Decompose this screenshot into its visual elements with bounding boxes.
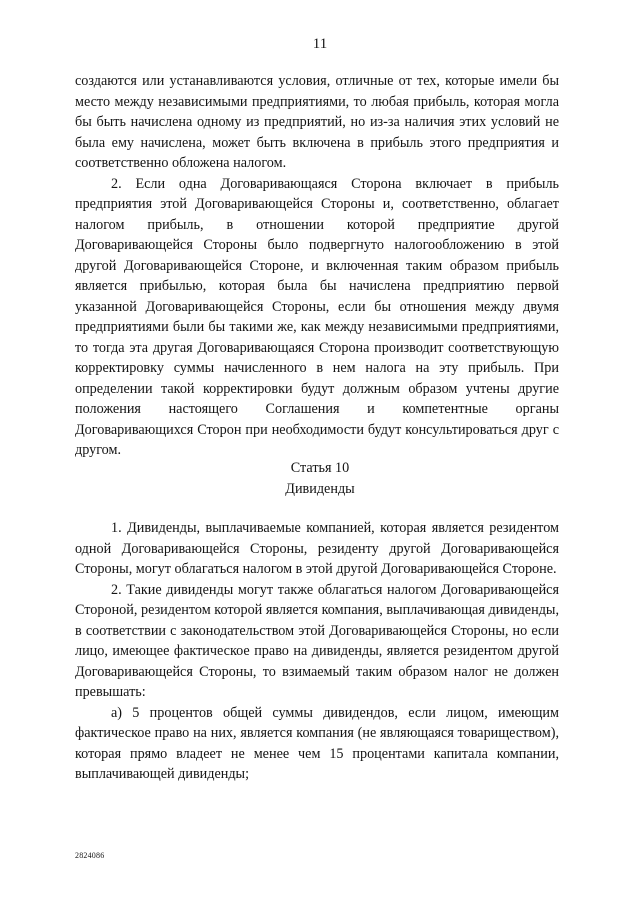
article-9-continuation xyxy=(75,71,559,461)
article-title: Дивиденды xyxy=(285,480,355,497)
article-number: Статья 10 xyxy=(290,460,350,476)
article-10-body xyxy=(75,518,559,785)
paragraph-continuation: создаются или устанавливаются условия, отличные от тех, которые имели бы место между независимыми предприятиями, то любая прибыль, которая могла бы быть начислена одному из предприятий, но из-за наличия этих условий не была ему начислена, может быть включена в прибыль этого предприятия и соответственно обложена налогом. xyxy=(75,73,559,171)
document-code: 2824086 xyxy=(75,851,105,860)
page-number: 11 xyxy=(312,36,328,52)
paragraph-article10-item1: 1. Дивиденды, выплачиваемые компанией, которая является резидентом одной Договаривающейся Стороны, резиденту другой Договаривающейся Стороны, могут облагаться налогом в этой другой Договаривающейся Стороне. xyxy=(75,520,559,577)
paragraph-article10-item2: 2. Такие дивиденды могут также облагаться налогом Договаривающейся Стороной, резидентом которой является компания, выплачивающая дивиденды, в соответствии с законодательством этой Договаривающейся Стороны, но если лицо, имеющее фактическое право на дивиденды, является резидентом другой Договаривающейся Стороны, то взимаемый таким образом налог не должен превышать: xyxy=(75,581,559,700)
paragraph-article10-item2a: а) 5 процентов общей суммы дивидендов, если лицом, имеющим фактическое право на них, является компания (не являющаяся товариществом), которая прямо владеет не менее чем 15 процентами капитала компании, выплачивающей дивиденды; xyxy=(75,704,559,782)
paragraph-article9-item2: 2. Если одна Договаривающаяся Сторона включает в прибыль предприятия этой Договаривающейся Стороны и, соответственно, облагает налогом прибыль, в отношении которой предприятие другой Договаривающейся Стороны было подвергнуто налогообложению в этой другой Договаривающейся Стороне, и включенная таким образом прибыль является прибылью, которая была бы начислена предприятию первой указанной Договаривающейся Стороны, если бы отношения между двумя предприятиями были бы такими же, как между независимыми предприятиями, то тогда эта другая Договаривающаяся Сторона производит соответствующую корректировку суммы начисленного в нем налога на эту прибыль. При определении такой корректировки будут должным образом учтены другие положения настоящего Соглашения и компетентные органы Договаривающихся Сторон при необходимости будут консультироваться друг с другом. xyxy=(75,175,559,458)
article-heading xyxy=(0,458,640,499)
